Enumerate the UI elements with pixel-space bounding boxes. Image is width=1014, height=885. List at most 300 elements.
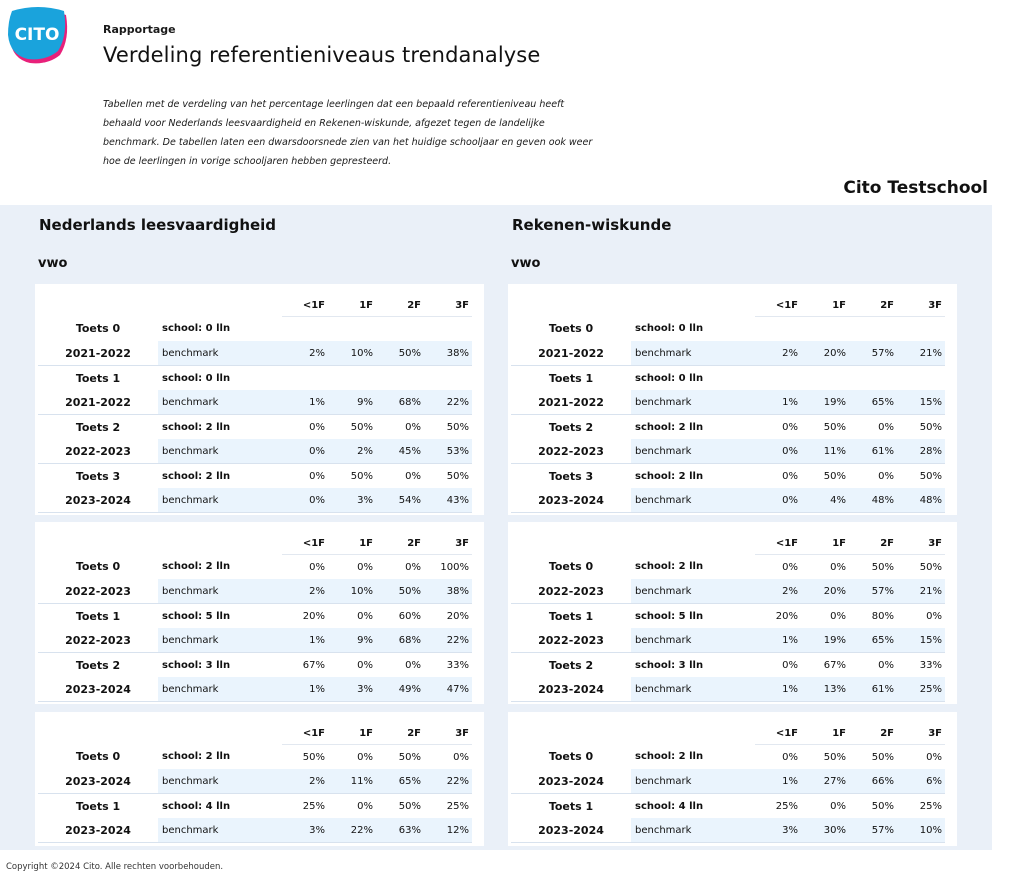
empty-header (38, 294, 158, 317)
column-header: 1F (328, 532, 376, 555)
school-row (511, 366, 945, 391)
trend-table (511, 294, 945, 513)
benchmark-percentage: 47% (424, 677, 472, 702)
school-percentage (328, 317, 376, 342)
school-percentage: 0% (878, 421, 894, 433)
school-percentage: 50% (871, 800, 894, 812)
school-row (511, 794, 945, 819)
benchmark-label: benchmark (631, 677, 755, 702)
trend-card (508, 284, 957, 515)
school-count: school: 5 lln (162, 610, 231, 622)
school-percentage (755, 317, 801, 342)
school-percentage: 0% (405, 470, 421, 482)
benchmark-percentage: 20% (801, 341, 849, 366)
trend-table (511, 532, 945, 702)
school-percentage (849, 366, 897, 391)
school-percentage: 0% (405, 659, 421, 671)
benchmark-percentage: 3% (282, 818, 328, 843)
school-year: 2023-2024 (511, 677, 631, 702)
level-title: vwo (511, 256, 541, 271)
benchmark-percentage: 2% (282, 341, 328, 366)
benchmark-row (38, 769, 472, 794)
benchmark-row (38, 488, 472, 513)
benchmark-row (38, 628, 472, 653)
intro-text: Tabellen met de verdeling van het percentage leerlingen dat een bepaald referentieniveau heeft behaald voor Nederlands leesvaardigheid en Rekenen-wiskunde, afgezet tegen de landelijke benchmark. De tabellen laten een dwarsdoorsnede zien van het huidige schooljaar en geven ook weer hoe de leerlingen in vorige schooljaren hebben gepresteerd. (103, 99, 593, 167)
school-percentage: 20% (775, 610, 798, 622)
school-row (511, 555, 945, 580)
benchmark-percentage: 13% (801, 677, 849, 702)
benchmark-percentage: 21% (897, 341, 945, 366)
benchmark-percentage: 19% (801, 628, 849, 653)
table-header-row (511, 532, 945, 555)
school-percentage: 50% (350, 421, 373, 433)
school-percentage: 0% (782, 470, 798, 482)
school-percentage: 33% (919, 659, 942, 671)
school-row (38, 653, 472, 678)
empty-header (511, 294, 631, 317)
benchmark-label: benchmark (631, 488, 755, 513)
toets-label: Toets 0 (548, 750, 594, 764)
column-header: 3F (424, 294, 472, 317)
benchmark-percentage: 2% (282, 579, 328, 604)
benchmark-row (511, 390, 945, 415)
empty-header (631, 532, 755, 555)
empty-header (38, 532, 158, 555)
school-percentage: 0% (878, 470, 894, 482)
column-header: 2F (849, 294, 897, 317)
toets-label: Toets 1 (548, 371, 594, 385)
logo-text: CITO (14, 25, 60, 45)
benchmark-row (511, 628, 945, 653)
level-title: vwo (38, 256, 68, 271)
benchmark-percentage: 30% (801, 818, 849, 843)
school-year: 2022-2023 (511, 628, 631, 653)
school-row (38, 415, 472, 440)
benchmark-percentage: 1% (755, 390, 801, 415)
school-percentage: 0% (878, 659, 894, 671)
school-percentage: 0% (357, 659, 373, 671)
benchmark-percentage: 1% (282, 390, 328, 415)
school-count: school: 2 lln (162, 751, 231, 763)
school-percentage: 50% (446, 470, 469, 482)
school-year: 2023-2024 (38, 769, 158, 794)
benchmark-percentage: 21% (897, 579, 945, 604)
benchmark-label: benchmark (158, 341, 282, 366)
benchmark-percentage: 22% (424, 628, 472, 653)
column-header: <1F (755, 722, 801, 745)
school-row (38, 555, 472, 580)
school-percentage: 0% (830, 610, 846, 622)
column-header: 1F (801, 722, 849, 745)
school-percentage: 0% (357, 800, 373, 812)
benchmark-label: benchmark (158, 677, 282, 702)
school-percentage: 50% (823, 470, 846, 482)
table-header-row (38, 532, 472, 555)
benchmark-percentage: 63% (376, 818, 424, 843)
benchmark-row (511, 769, 945, 794)
benchmark-percentage: 3% (328, 677, 376, 702)
school-year: 2023-2024 (511, 488, 631, 513)
school-percentage: 0% (782, 751, 798, 763)
school-count: school: 0 lln (162, 372, 231, 384)
empty-header (511, 532, 631, 555)
school-percentage: 0% (309, 470, 325, 482)
toets-label: Toets 0 (75, 560, 121, 574)
benchmark-row (38, 677, 472, 702)
benchmark-percentage: 0% (755, 488, 801, 513)
school-percentage: 67% (302, 659, 325, 671)
benchmark-percentage: 61% (849, 677, 897, 702)
school-count: school: 3 lln (635, 659, 704, 671)
benchmark-percentage: 3% (755, 818, 801, 843)
school-percentage (849, 317, 897, 342)
benchmark-percentage: 2% (328, 439, 376, 464)
school-percentage (801, 317, 849, 342)
school-year: 2021-2022 (511, 390, 631, 415)
school-percentage: 0% (309, 421, 325, 433)
benchmark-row (511, 818, 945, 843)
toets-label: Toets 0 (75, 322, 121, 336)
school-year: 2023-2024 (511, 818, 631, 843)
benchmark-percentage: 65% (376, 769, 424, 794)
benchmark-label: benchmark (158, 439, 282, 464)
benchmark-label: benchmark (631, 769, 755, 794)
benchmark-percentage: 61% (849, 439, 897, 464)
school-count: school: 2 lln (162, 561, 231, 573)
school-percentage: 25% (446, 800, 469, 812)
school-row (511, 604, 945, 629)
benchmark-percentage: 9% (328, 390, 376, 415)
school-percentage: 20% (446, 610, 469, 622)
school-year: 2022-2023 (511, 579, 631, 604)
benchmark-percentage: 15% (897, 628, 945, 653)
toets-label: Toets 0 (75, 750, 121, 764)
school-row (38, 745, 472, 770)
benchmark-percentage: 15% (897, 390, 945, 415)
school-year: 2023-2024 (38, 818, 158, 843)
benchmark-percentage: 0% (755, 439, 801, 464)
toets-label: Toets 1 (548, 609, 594, 623)
toets-label: Toets 3 (75, 469, 121, 483)
school-year: 2021-2022 (511, 341, 631, 366)
column-header: <1F (755, 294, 801, 317)
school-year: 2021-2022 (38, 341, 158, 366)
school-percentage: 67% (823, 659, 846, 671)
school-percentage (424, 317, 472, 342)
school-year: 2022-2023 (38, 628, 158, 653)
empty-header (158, 294, 282, 317)
school-percentage: 0% (782, 421, 798, 433)
table-header-row (38, 722, 472, 745)
school-count: school: 2 lln (635, 470, 704, 482)
benchmark-percentage: 45% (376, 439, 424, 464)
toets-label: Toets 2 (548, 420, 594, 434)
benchmark-label: benchmark (631, 390, 755, 415)
benchmark-row (511, 579, 945, 604)
school-percentage (897, 366, 945, 391)
school-row (38, 317, 472, 342)
school-percentage: 25% (919, 800, 942, 812)
school-count: school: 4 lln (162, 800, 231, 812)
trend-card (35, 522, 484, 704)
school-percentage (328, 366, 376, 391)
report-kicker: Rapportage (103, 23, 176, 36)
benchmark-percentage: 1% (282, 677, 328, 702)
school-percentage: 33% (446, 659, 469, 671)
column-header: 1F (328, 722, 376, 745)
benchmark-percentage: 20% (801, 579, 849, 604)
school-name: Cito Testschool (843, 178, 988, 198)
benchmark-row (511, 488, 945, 513)
benchmark-percentage: 65% (849, 628, 897, 653)
school-percentage: 0% (405, 561, 421, 573)
school-row (38, 604, 472, 629)
benchmark-percentage: 2% (755, 341, 801, 366)
school-year: 2023-2024 (38, 488, 158, 513)
column-header: 2F (376, 722, 424, 745)
school-percentage (376, 366, 424, 391)
benchmark-percentage: 27% (801, 769, 849, 794)
results-panel (0, 205, 992, 850)
benchmark-percentage: 0% (282, 488, 328, 513)
benchmark-label: benchmark (158, 769, 282, 794)
school-percentage: 50% (398, 800, 421, 812)
school-row (38, 464, 472, 489)
column-header: 2F (849, 532, 897, 555)
school-year: 2023-2024 (38, 677, 158, 702)
benchmark-percentage: 2% (282, 769, 328, 794)
table-header-row (511, 722, 945, 745)
benchmark-percentage: 10% (328, 579, 376, 604)
toets-label: Toets 1 (548, 799, 594, 813)
school-count: school: 2 lln (162, 470, 231, 482)
school-row (511, 464, 945, 489)
column-header: 1F (328, 294, 376, 317)
school-percentage: 0% (453, 751, 469, 763)
empty-header (631, 294, 755, 317)
benchmark-label: benchmark (631, 579, 755, 604)
benchmark-percentage: 48% (897, 488, 945, 513)
school-count: school: 0 lln (635, 323, 704, 335)
benchmark-percentage: 19% (801, 390, 849, 415)
empty-header (158, 532, 282, 555)
school-percentage: 50% (823, 751, 846, 763)
benchmark-percentage: 10% (897, 818, 945, 843)
school-percentage (376, 317, 424, 342)
toets-label: Toets 1 (75, 609, 121, 623)
column-header: <1F (282, 294, 328, 317)
benchmark-row (511, 439, 945, 464)
subject-title: Rekenen-wiskunde (512, 216, 672, 234)
school-percentage: 50% (446, 421, 469, 433)
school-percentage: 0% (926, 751, 942, 763)
school-percentage: 0% (357, 751, 373, 763)
school-count: school: 3 lln (162, 659, 231, 671)
benchmark-label: benchmark (158, 818, 282, 843)
benchmark-label: benchmark (158, 579, 282, 604)
cito-logo (8, 5, 70, 67)
toets-label: Toets 3 (548, 469, 594, 483)
school-percentage: 0% (830, 561, 846, 573)
table-header-row (511, 294, 945, 317)
school-percentage: 0% (782, 659, 798, 671)
trend-table (511, 722, 945, 843)
column-header: 3F (424, 532, 472, 555)
benchmark-percentage: 1% (755, 628, 801, 653)
toets-label: Toets 0 (548, 560, 594, 574)
benchmark-percentage: 57% (849, 341, 897, 366)
school-year: 2022-2023 (38, 579, 158, 604)
benchmark-label: benchmark (631, 628, 755, 653)
trend-card (508, 522, 957, 704)
school-percentage (282, 317, 328, 342)
school-row (511, 317, 945, 342)
trend-card (35, 712, 484, 846)
school-year: 2023-2024 (511, 769, 631, 794)
benchmark-percentage: 50% (376, 341, 424, 366)
column-header: 3F (897, 532, 945, 555)
benchmark-percentage: 66% (849, 769, 897, 794)
benchmark-percentage: 50% (376, 579, 424, 604)
school-percentage: 50% (350, 470, 373, 482)
trend-table (38, 294, 472, 513)
benchmark-row (511, 677, 945, 702)
page-title: Verdeling referentieniveaus trendanalyse (103, 43, 541, 67)
school-count: school: 2 lln (635, 561, 704, 573)
benchmark-row (511, 341, 945, 366)
benchmark-percentage: 2% (755, 579, 801, 604)
benchmark-percentage: 6% (897, 769, 945, 794)
school-count: school: 2 lln (162, 421, 231, 433)
subject-title: Nederlands leesvaardigheid (39, 216, 277, 234)
benchmark-percentage: 22% (424, 390, 472, 415)
benchmark-percentage: 10% (328, 341, 376, 366)
school-percentage (755, 366, 801, 391)
benchmark-label: benchmark (631, 439, 755, 464)
school-percentage (801, 366, 849, 391)
column-header: 3F (897, 294, 945, 317)
school-percentage: 80% (871, 610, 894, 622)
benchmark-percentage: 1% (282, 628, 328, 653)
school-percentage: 100% (440, 561, 469, 573)
benchmark-percentage: 65% (849, 390, 897, 415)
empty-header (631, 722, 755, 745)
benchmark-percentage: 0% (282, 439, 328, 464)
toets-label: Toets 1 (75, 371, 121, 385)
school-year: 2022-2023 (511, 439, 631, 464)
school-count: school: 2 lln (635, 421, 704, 433)
school-count: school: 4 lln (635, 800, 704, 812)
toets-label: Toets 0 (548, 322, 594, 336)
benchmark-row (38, 341, 472, 366)
benchmark-percentage: 1% (755, 769, 801, 794)
school-percentage: 0% (357, 561, 373, 573)
column-header: <1F (755, 532, 801, 555)
school-row (38, 794, 472, 819)
benchmark-percentage: 22% (424, 769, 472, 794)
school-percentage: 60% (398, 610, 421, 622)
school-count: school: 5 lln (635, 610, 704, 622)
benchmark-percentage: 9% (328, 628, 376, 653)
school-percentage: 0% (309, 561, 325, 573)
toets-label: Toets 1 (75, 799, 121, 813)
empty-header (511, 722, 631, 745)
trend-table (38, 532, 472, 702)
trend-card (508, 712, 957, 846)
toets-label: Toets 2 (75, 420, 121, 434)
benchmark-percentage: 43% (424, 488, 472, 513)
school-count: school: 0 lln (162, 323, 231, 335)
table-header-row (38, 294, 472, 317)
benchmark-percentage: 3% (328, 488, 376, 513)
school-percentage: 0% (782, 561, 798, 573)
column-header: 3F (424, 722, 472, 745)
column-header: <1F (282, 532, 328, 555)
school-percentage (897, 317, 945, 342)
column-header: 3F (897, 722, 945, 745)
school-row (38, 366, 472, 391)
benchmark-percentage: 49% (376, 677, 424, 702)
benchmark-percentage: 11% (328, 769, 376, 794)
benchmark-percentage: 28% (897, 439, 945, 464)
toets-label: Toets 2 (548, 658, 594, 672)
column-header: 2F (376, 532, 424, 555)
school-percentage: 50% (871, 561, 894, 573)
school-percentage: 50% (823, 421, 846, 433)
benchmark-label: benchmark (158, 488, 282, 513)
benchmark-row (38, 579, 472, 604)
benchmark-row (38, 390, 472, 415)
trend-card (35, 284, 484, 515)
benchmark-percentage: 1% (755, 677, 801, 702)
benchmark-percentage: 68% (376, 628, 424, 653)
school-percentage: 50% (398, 751, 421, 763)
empty-header (38, 722, 158, 745)
column-header: 1F (801, 294, 849, 317)
school-row (511, 653, 945, 678)
copyright-footer: Copyright ©2024 Cito. Alle rechten voorbehouden. (6, 862, 224, 872)
benchmark-percentage: 53% (424, 439, 472, 464)
benchmark-label: benchmark (158, 390, 282, 415)
empty-header (158, 722, 282, 745)
column-header: <1F (282, 722, 328, 745)
school-percentage: 50% (919, 470, 942, 482)
benchmark-percentage: 68% (376, 390, 424, 415)
school-count: school: 2 lln (635, 751, 704, 763)
school-year: 2021-2022 (38, 390, 158, 415)
benchmark-row (38, 818, 472, 843)
school-percentage: 0% (926, 610, 942, 622)
column-header: 1F (801, 532, 849, 555)
school-percentage: 50% (919, 421, 942, 433)
school-percentage: 50% (919, 561, 942, 573)
benchmark-percentage: 54% (376, 488, 424, 513)
benchmark-label: benchmark (158, 628, 282, 653)
school-percentage: 0% (405, 421, 421, 433)
school-percentage: 0% (830, 800, 846, 812)
school-percentage: 25% (775, 800, 798, 812)
benchmark-percentage: 38% (424, 341, 472, 366)
column-header: 2F (376, 294, 424, 317)
benchmark-percentage: 4% (801, 488, 849, 513)
benchmark-percentage: 25% (897, 677, 945, 702)
school-year: 2022-2023 (38, 439, 158, 464)
benchmark-label: benchmark (631, 341, 755, 366)
school-percentage: 25% (302, 800, 325, 812)
column-header: 2F (849, 722, 897, 745)
school-percentage (424, 366, 472, 391)
benchmark-percentage: 57% (849, 579, 897, 604)
